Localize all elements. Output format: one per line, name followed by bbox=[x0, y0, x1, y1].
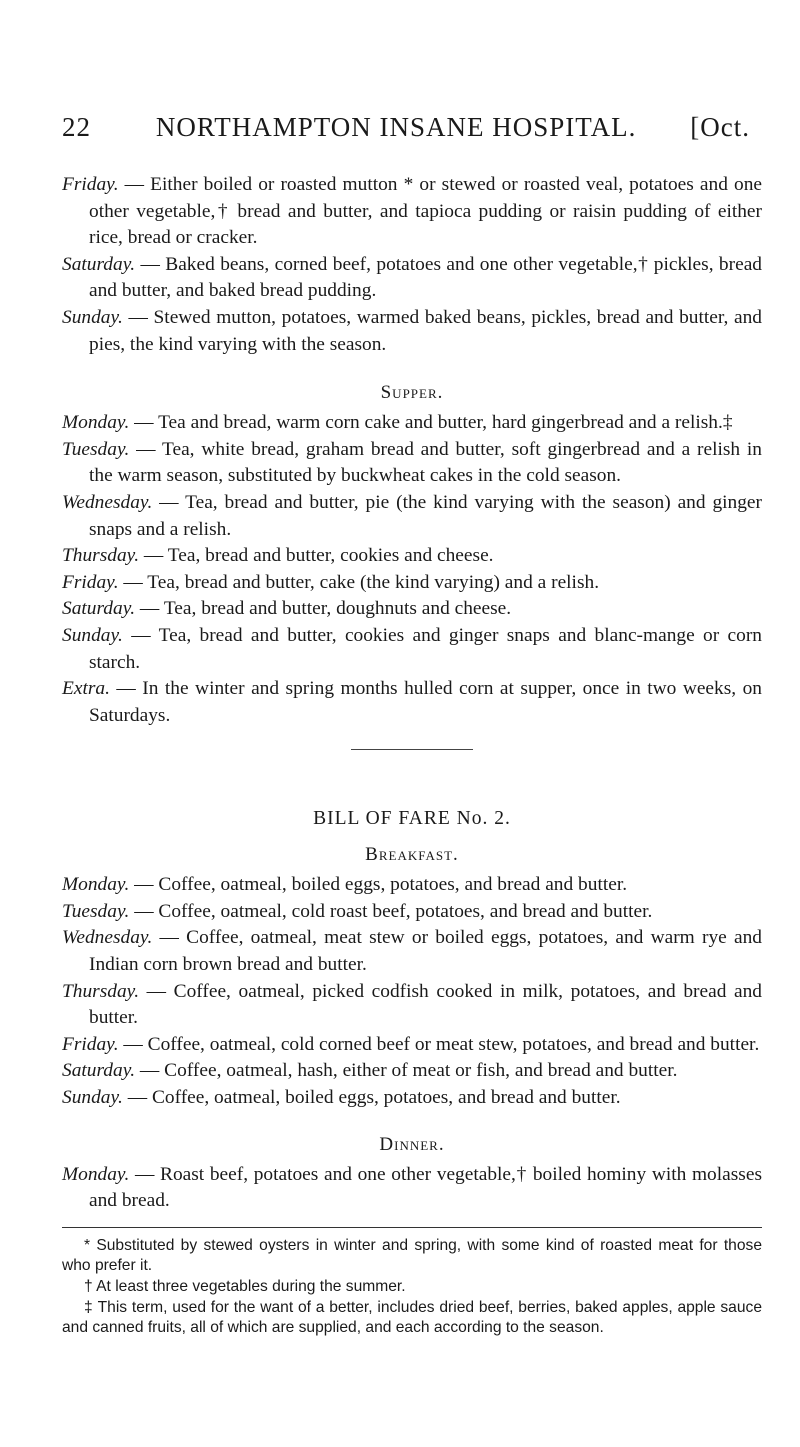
menu-entry-supper-extra: Extra. — In the winter and spring months hulled corn at supper, once in two weeks, on Saturdays. bbox=[62, 678, 762, 726]
menu-entry-supper-monday: Monday. — Tea and bread, warm corn cake and butter, hard gingerbread and a relish.‡ bbox=[62, 412, 733, 434]
menu-entry-supper-thursday: Thursday. — Tea, bread and butter, cookies and cheese. bbox=[62, 545, 494, 567]
section-heading-breakfast: Breakfast. bbox=[365, 844, 459, 866]
menu-entry-breakfast-thursday: Thursday. — Coffee, oatmeal, picked codfish cooked in milk, potatoes, and bread and butter. bbox=[62, 980, 762, 1029]
footnote-asterisk: * Substituted by stewed oysters in winter and spring, with some kind of roasted meat for those who prefer it. bbox=[62, 1236, 762, 1275]
menu-entry-breakfast-saturday: Saturday. — Coffee, oatmeal, hash, either of meat or fish, and bread and butter. bbox=[62, 1060, 678, 1082]
footnote-double-dagger: ‡ This term, used for the want of a better, includes dried beef, berries, baked apples, apple sauce and canned fruits, all of which are supplied, and each according to the season. bbox=[62, 1298, 762, 1337]
menu-entry-breakfast-sunday: Sunday. — Coffee, oatmeal, boiled eggs, potatoes, and bread and butter. bbox=[62, 1087, 621, 1109]
bill-of-fare-title: BILL OF FARE No. 2. bbox=[313, 808, 511, 830]
menu-entry-supper-sunday: Sunday. — Tea, bread and butter, cookies and ginger snaps and blanc-mange or corn starch. bbox=[62, 624, 762, 673]
menu-entry-breakfast-wednesday: Wednesday. — Coffee, oatmeal, meat stew or boiled eggs, potatoes, and warm rye and Indian corn brown bread and butter. bbox=[62, 927, 762, 976]
section-heading-supper: Supper. bbox=[380, 382, 444, 404]
menu-entry-dinner-sunday: Sunday. — Stewed mutton, potatoes, warmed baked beans, pickles, bread and butter, and pies, the kind varying with the season. bbox=[62, 306, 762, 355]
running-title: NORTHAMPTON INSANE HOSPITAL. bbox=[155, 112, 637, 142]
section-heading-dinner: Dinner. bbox=[379, 1133, 445, 1155]
menu-entry-breakfast-monday: Monday. — Coffee, oatmeal, boiled eggs, potatoes, and bread and butter. bbox=[62, 874, 628, 896]
page-number: 22 bbox=[62, 112, 91, 142]
menu-entry-supper-friday: Friday. — Tea, bread and butter, cake (the kind varying) and a relish. bbox=[62, 571, 600, 593]
menu-entry-dinner-saturday: Saturday. — Baked beans, corned beef, potatoes and one other vegetable,† pickles, bread and butter, and baked bread pudding. bbox=[62, 253, 762, 302]
menu-entry-supper-saturday: Saturday. — Tea, bread and butter, doughnuts and cheese. bbox=[62, 598, 512, 620]
menu-entry-supper-wednesday: Wednesday. — Tea, bread and butter, pie (the kind varying with the season) and ginger snaps and a relish. bbox=[62, 491, 762, 540]
menu-entry-dinner-friday: Friday. — Either boiled or roasted mutton * or stewed or roasted veal, potatoes and one other vegetable,† bread and butter, and tapioca pudding or raisin pudding of either rice, bread or cracker. bbox=[62, 174, 762, 249]
page-body bbox=[62, 172, 762, 1339]
menu-entry-dinner-monday: Monday. — Roast beef, potatoes and one other vegetable,† boiled hominy with molasses and bread. bbox=[62, 1163, 762, 1212]
menu-entry-breakfast-friday: Friday. — Coffee, oatmeal, cold corned beef or meat stew, potatoes, and bread and butter. bbox=[62, 1033, 760, 1055]
menu-entry-supper-tuesday: Tuesday. — Tea, white bread, graham bread and butter, soft gingerbread and a relish in the warm season, substituted by buckwheat cakes in the cold season. bbox=[62, 438, 762, 487]
running-head bbox=[62, 112, 750, 143]
menu-entry-breakfast-tuesday: Tuesday. — Coffee, oatmeal, cold roast beef, potatoes, and bread and butter. bbox=[62, 900, 653, 922]
running-month: [Oct. bbox=[690, 112, 750, 142]
footnote-dagger: † At least three vegetables during the summer. bbox=[84, 1278, 406, 1295]
